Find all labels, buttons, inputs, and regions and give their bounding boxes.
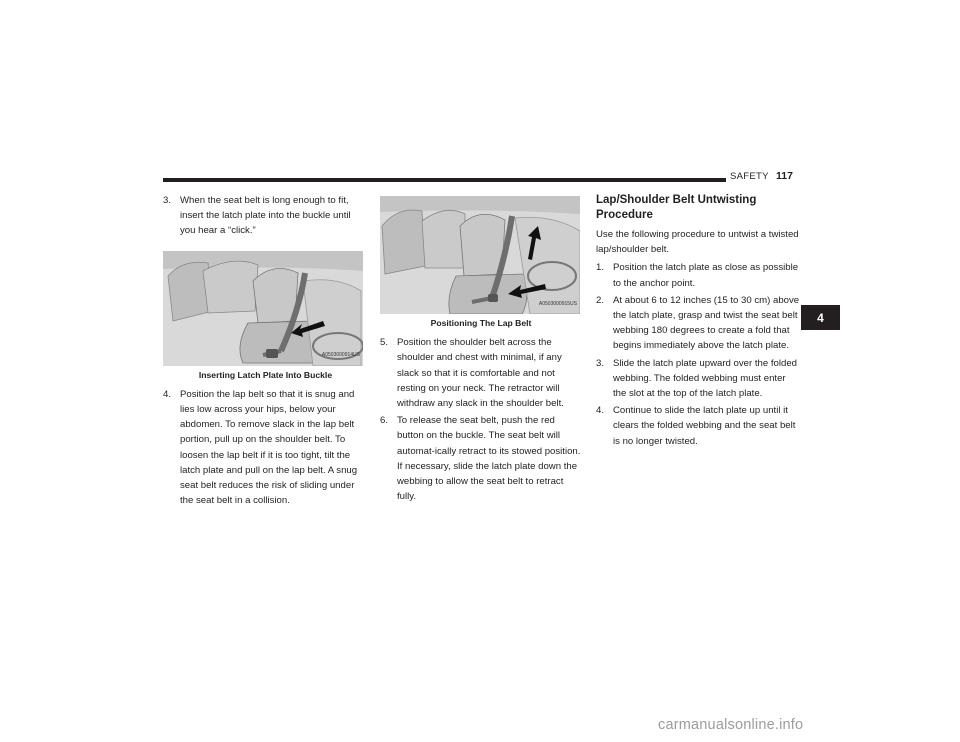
untwist-step-3 [596, 356, 800, 402]
column-right [596, 193, 800, 449]
chapter-tab: 4 [801, 305, 840, 330]
header-rule [163, 178, 726, 182]
step-text: Continue to slide the latch plate up until it clears the folded webbing and the seat belt is no longer twisted. [613, 405, 796, 447]
section-title: SAFETY [730, 171, 769, 182]
step-6 [380, 413, 582, 504]
untwist-step-1 [596, 260, 800, 290]
figure-caption: Inserting Latch Plate Into Buckle [198, 369, 333, 380]
figure-inserting-latch-plate [163, 251, 363, 366]
step-text: At about 6 to 12 inches (15 to 30 cm) above the latch plate, grasp and twist the seat belt webbing 180 degrees to create a fold that begins immediately above the latch plate. [613, 294, 800, 352]
step-text: Position the lap belt so that it is snug and lies low across your hips, below your abdomen. To remove slack in the lap belt portion, pull up on the shoulder belt. To loosen the lap belt if it is too tight, tilt the latch plate and pull on the lap belt. A snug seat belt reduces the risk of sliding under the seat belt in a collision. [180, 388, 358, 507]
step-text: When the seat belt is long enough to fit, insert the latch plate into the buckle until you hear a “click.” [180, 195, 351, 237]
figure-caption: Positioning The Lap Belt [430, 318, 532, 328]
step-text: Position the shoulder belt across the shoulder and chest with minimal, if any slack so that it is comfortable and not resting on your neck. The retractor will withdraw any slack in the shoulder belt. [397, 337, 564, 410]
watermark: carmanualsonline.info [658, 717, 804, 733]
step-number: 2. [596, 294, 605, 306]
step-number: 4. [596, 405, 605, 417]
step-5 [380, 335, 582, 411]
column-middle [380, 193, 582, 504]
untwist-step-2 [596, 293, 800, 354]
step-text: Slide the latch plate upward over the folded webbing. The folded webbing must enter the slot at the top of the latch plate. [613, 357, 798, 400]
page-number: 117 [776, 170, 793, 182]
step-number: 1. [596, 262, 605, 274]
step-3 [163, 193, 368, 239]
figure-positioning-lap-belt [380, 196, 580, 314]
step-text: To release the seat belt, push the red button on the buckle. The seat belt will automat-ically retract to its stowed position. If necessary, slide the latch plate down the webbing to allow the seat belt to retract fully. [397, 415, 581, 503]
step-number: 6. [380, 415, 389, 427]
column-left [163, 193, 368, 508]
figure-code: A0503000915US [538, 300, 577, 307]
section-heading: Lap/Shoulder Belt Untwisting Procedure [596, 194, 757, 221]
step-number: 4. [163, 388, 172, 400]
step-number: 3. [596, 357, 605, 369]
step-number: 3. [163, 195, 172, 206]
figure-code: A0503000914US [321, 352, 360, 359]
untwist-step-4 [596, 403, 800, 449]
intro-paragraph: Use the following procedure to untwist a twisted lap/shoulder belt. [596, 229, 799, 256]
step-number: 5. [380, 337, 389, 349]
step-text: Position the latch plate as close as possible to the anchor point. [613, 262, 799, 289]
step-4 [163, 387, 368, 509]
